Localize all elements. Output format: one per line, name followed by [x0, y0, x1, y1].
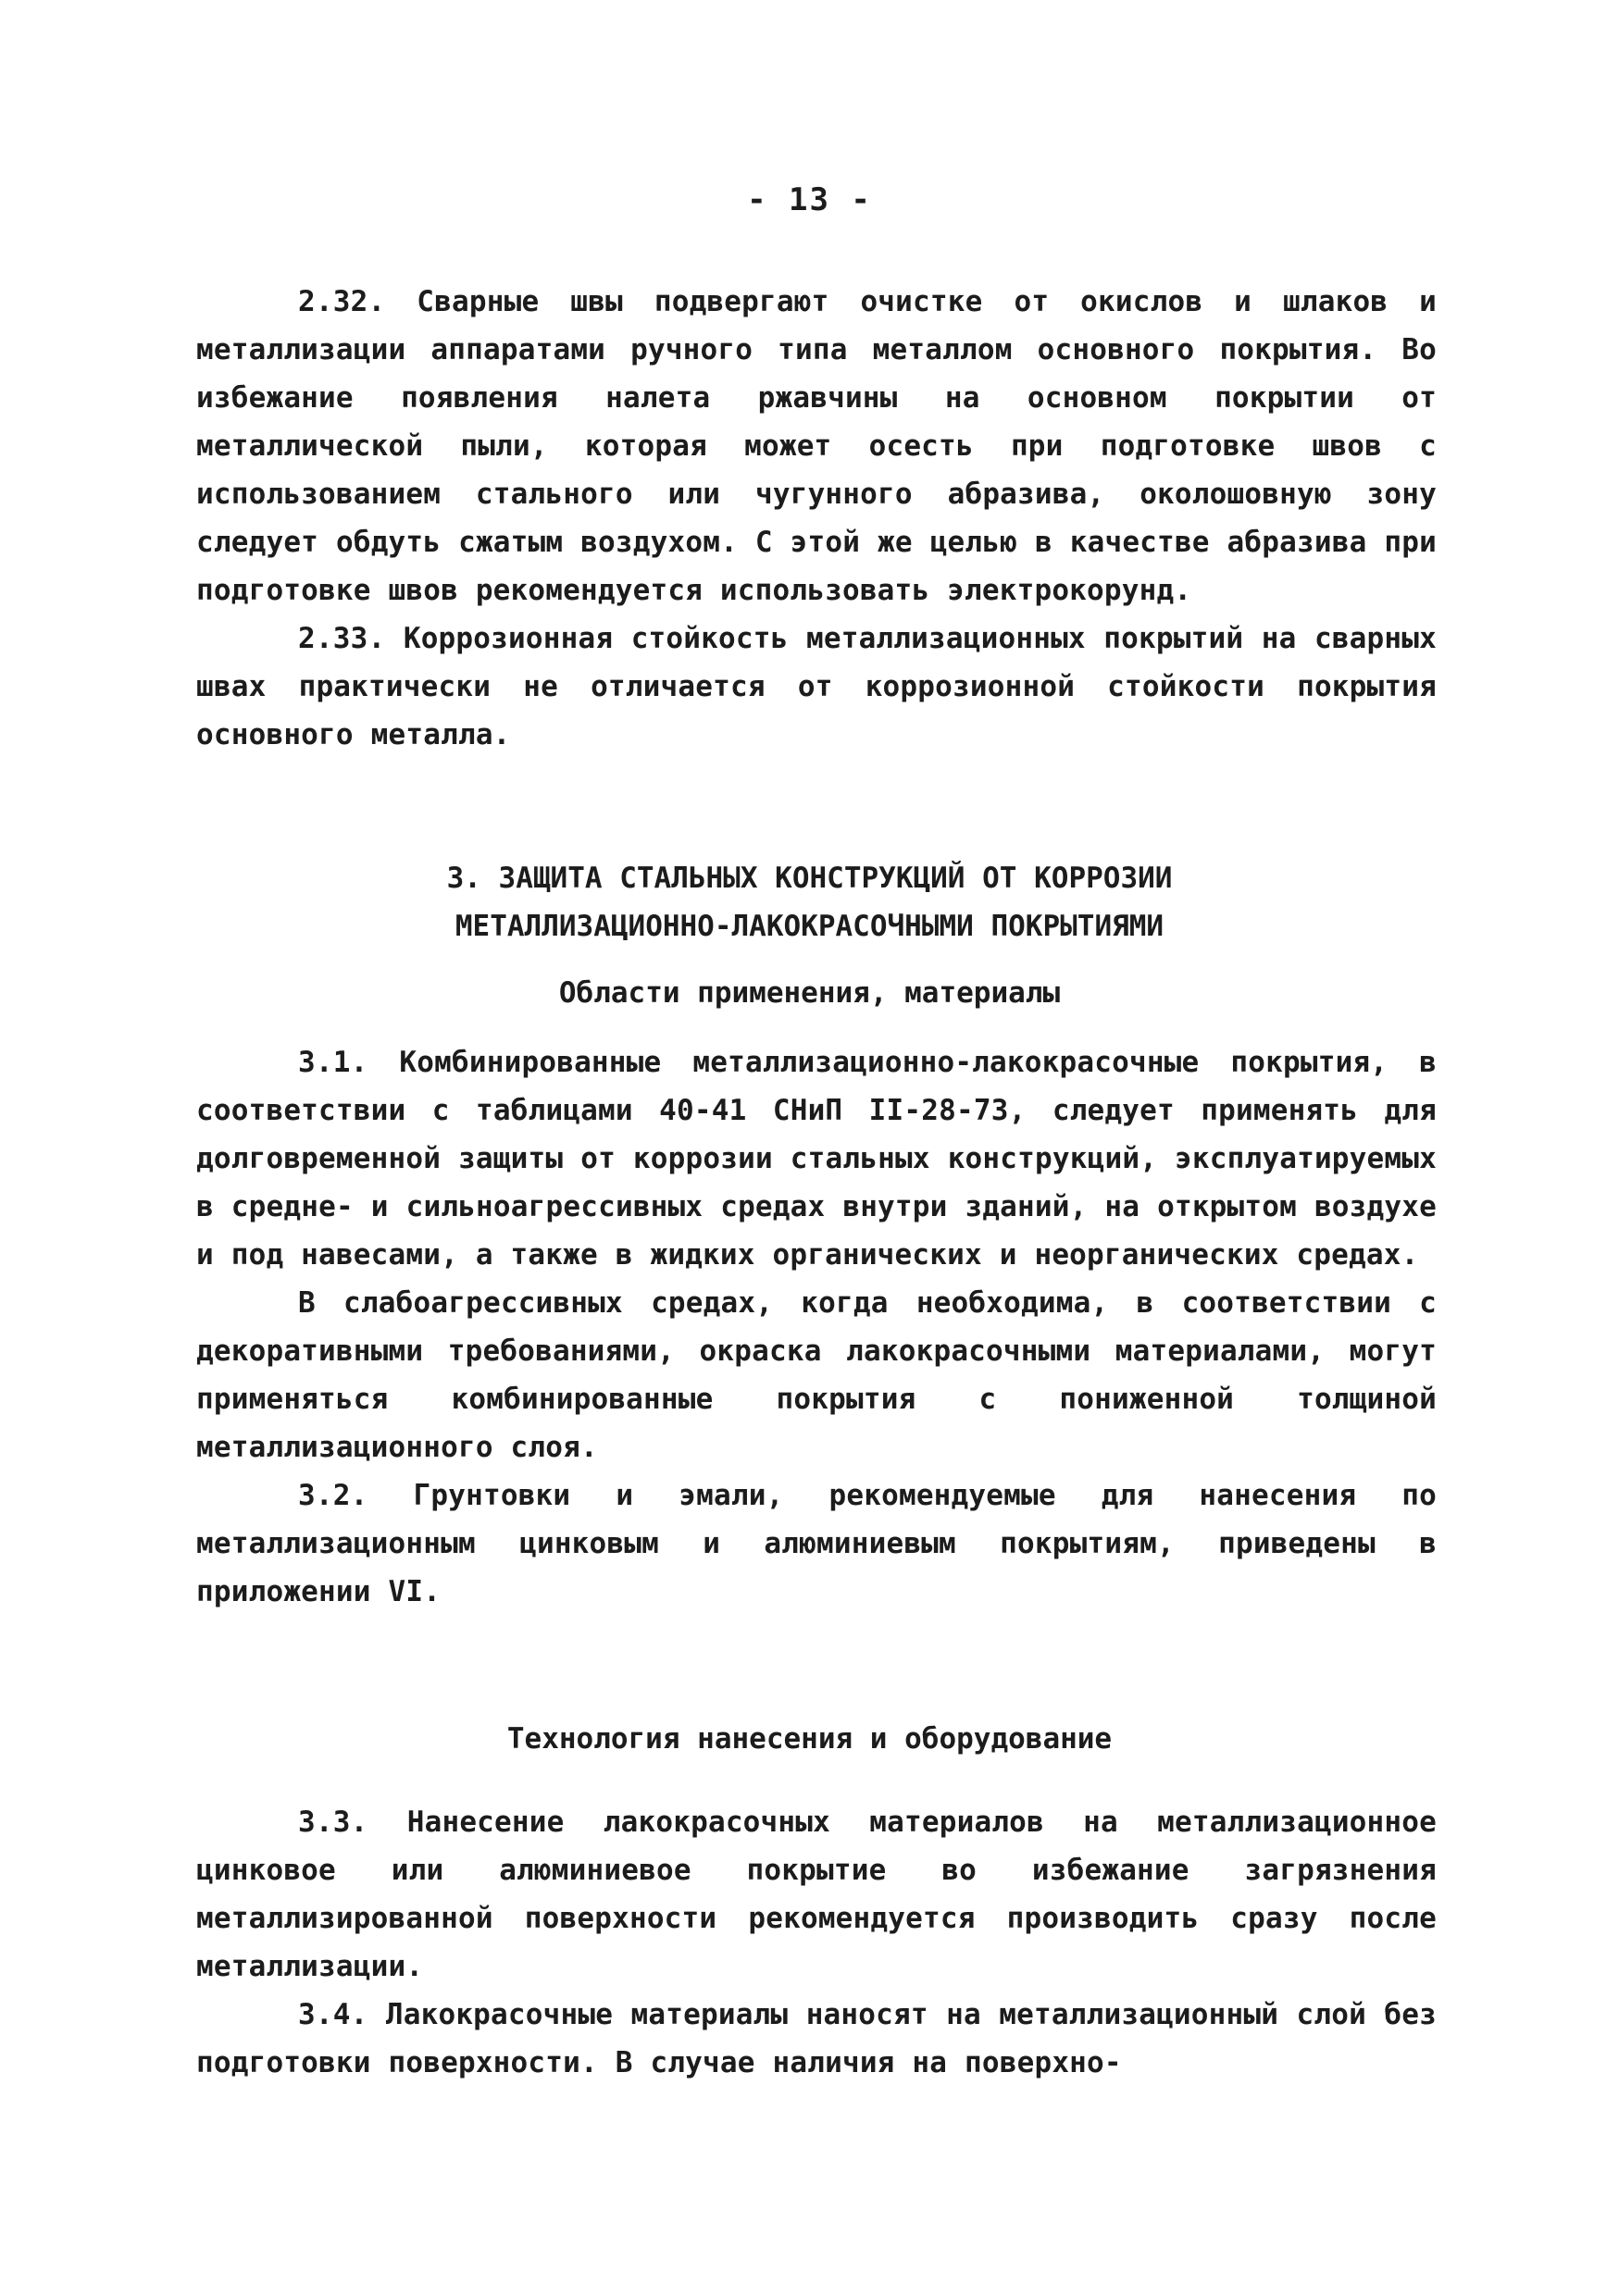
section-title-line-2: МЕТАЛЛИЗАЦИОННО-ЛАКОКРАСОЧНЫМИ ПОКРЫТИЯМИ — [455, 910, 1164, 943]
paragraph-3-4: 3.4. Лакокрасочные материалы наносят на металлизационный слой без подготовки поверхности. В случае наличия на поверхно- — [196, 1998, 1437, 2079]
subsection-title-applications: Области применения, материалы — [558, 976, 1061, 1010]
paragraph-weak-aggressive: В слабоагрессивных средах, когда необходима, в соответствии с декоративными требованиями, окраска лакокрасочными материалами, могут применяться комбинированные покрытия с пониженной толщиной металлизационного слоя. — [196, 1286, 1437, 1464]
paragraph-3-3: 3.3. Нанесение лакокрасочных материалов на металлизационное цинковое или алюминиевое покрытие во избежание загрязнения металлизированной поверхности рекомендуется производить сразу после металлизации. — [196, 1806, 1437, 1983]
paragraph-group-middle — [196, 1038, 1437, 1616]
paragraph-2-33: 2.33. Коррозионная стойкость металлизационных покрытий на сварных швах практически не отличается от коррозионной стойкости покрытия основного металла. — [196, 622, 1437, 751]
paragraph-group-bottom — [196, 1798, 1437, 2087]
paragraph-2-32: 2.32. Сварные швы подвергают очистке от окислов и шлаков и металлизации аппаратами ручного типа металлом основного покрытия. Во избежание появления налета ржавчины на основном покрытии от металлической пыли, которая может осесть при подготовке швов с использованием стального или чугунного абразива, околошовную зону следует обдуть сжатым воздухом. С этой же целью в качестве абразива при подготовке швов рекомендуется использовать электрокорунд. — [196, 285, 1437, 607]
page-number: - 13 - — [747, 181, 872, 218]
subsection-title-technology: Технология нанесения и оборудование — [506, 1722, 1113, 1756]
section-title-line-1: 3. ЗАЩИТА СТАЛЬНЫХ КОНСТРУКЦИЙ ОТ КОРРОЗИИ — [446, 862, 1173, 895]
paragraph-3-1: 3.1. Комбинированные металлизационно-лакокрасочные покрытия, в соответствии с таблицами 40-41 СНиП II-28-73, следует применять для долговременной защиты от коррозии стальных конструкций, эксплуатируемых в средне- и сильноагрессивных средах внутри зданий, на открытом воздухе и под навесами, а также в жидких органических и неорганических средах. — [196, 1046, 1437, 1272]
paragraph-3-2: 3.2. Грунтовки и эмали, рекомендуемые для нанесения по металлизационным цинковым и алюминиевым покрытиям, приведены в приложении VI. — [196, 1479, 1437, 1608]
paragraph-group-top — [196, 278, 1437, 759]
